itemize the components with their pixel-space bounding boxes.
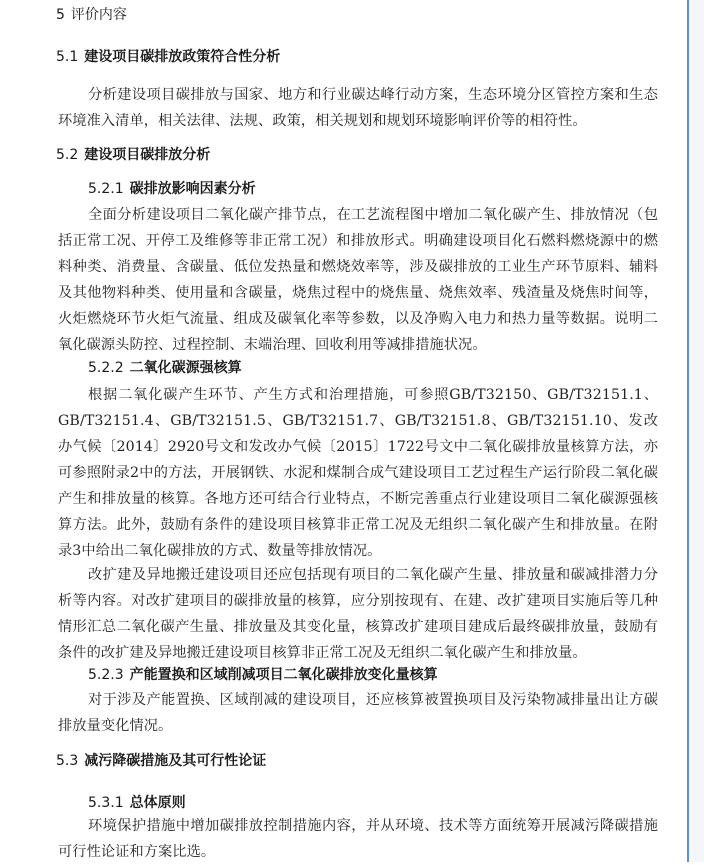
paragraph-5-1: 分析建设项目碳排放与国家、地方和行业碳达峰行动方案，生态环境分区管控方案和生态环境准入清单，相关法律、法规、政策，相关规划和规划环境影响评价等的相符性。	[58, 87, 658, 129]
section-title: 评价内容	[70, 7, 127, 23]
section-5-2-3-heading	[88, 666, 438, 684]
section-number: 5.3	[56, 753, 79, 769]
section-number: 5.3.1	[88, 795, 124, 811]
section-number: 5.2.2	[88, 360, 124, 376]
section-number: 5.2	[56, 147, 79, 163]
section-5-3-1-heading	[88, 794, 186, 812]
section-title: 建设项目碳排放分析	[84, 147, 211, 163]
section-5-heading	[56, 6, 127, 24]
section-title: 碳排放影响因素分析	[129, 181, 256, 197]
section-title: 减污降碳措施及其可行性论证	[84, 753, 267, 769]
section-number: 5	[56, 7, 65, 23]
section-title: 建设项目碳排放政策符合性分析	[84, 49, 281, 65]
section-number: 5.2.1	[88, 181, 124, 197]
section-number: 5.2.3	[88, 667, 124, 683]
section-5-1-heading	[56, 48, 280, 66]
paragraph-5-2-2-a: 根据二氧化碳产生环节、产生方式和治理措施，可参照GB/T32150、GB/T32151.1、GB/T32151.4、GB/T32151.5、GB/T32151.7、GB/T32151.8、GB/T32151.10、发改办气候〔2014〕2920号文和发改办气候〔2015〕1722号文中二氧化碳排放量核算方法，亦可参照附录2中的方法，开展钢铁、水泥和煤制合成气建设项目工艺过程生产运行阶段二氧化碳产生和排放量的核算。各地方还可结合行业特点，不断完善重点行业建设项目二氧化碳源强核算方法。此外，鼓励有条件的建设项目核算非正常工况及无组织二氧化碳产生和排放量。在附录3中给出二氧化碳排放的方式、数量等排放情况。	[58, 387, 658, 559]
section-number: 5.1	[56, 49, 79, 65]
section-5-3-heading	[56, 752, 266, 770]
paragraph-5-2-1: 全面分析建设项目二氧化碳产排节点，在工艺流程图中增加二氧化碳产生、排放情况（包括正常工况、开停工及维修等非正常工况）和排放形式。明确建设项目化石燃料燃烧源中的燃料种类、消费量、含碳量、低位发热量和燃烧效率等，涉及碳排放的工业生产环节原料、辅料及其他物料种类、使用量和含碳量，烧焦过程中的烧焦量、烧焦效率、残渣量及烧焦时间等，火炬燃烧环节火炬气流量、组成及碳氧化率等参数，以及净购入电力和热力量等数据。说明二氧化碳源头防控、过程控制、末端治理、回收利用等减排措施状况。	[58, 207, 658, 353]
section-5-2-2-heading	[88, 359, 242, 377]
paragraph-5-3-1: 环境保护措施中增加碳排放控制措施内容，并从环境、技术等方面统筹开展减污降碳措施可行性论证和方案比选。	[58, 818, 658, 860]
section-5-2-heading	[56, 146, 210, 164]
paragraph-5-2-2-b: 改扩建及异地搬迁建设项目还应包括现有项目的二氧化碳产生量、排放量和碳减排潜力分析等内容。对改扩建项目的碳排放量的核算，应分别按现有、在建、改扩建项目实施后等几种情形汇总二氧化碳产生量、排放量及其变化量，核算改扩建项目建成后最终碳排放量，鼓励有条件的改扩建及异地搬迁建设项目核算非正常工况及无组织二氧化碳产生和排放量。	[58, 567, 658, 661]
section-title: 二氧化碳源强核算	[129, 360, 242, 376]
page-gutter	[689, 0, 704, 862]
section-5-2-1-heading	[88, 180, 256, 198]
section-title: 总体原则	[129, 795, 186, 811]
paragraph-5-2-3: 对于涉及产能置换、区域削减的建设项目，还应核算被置换项目及污染物减排量出让方碳排放量变化情况。	[58, 692, 658, 734]
section-title: 产能置换和区域削减项目二氧化碳排放变化量核算	[129, 667, 438, 683]
